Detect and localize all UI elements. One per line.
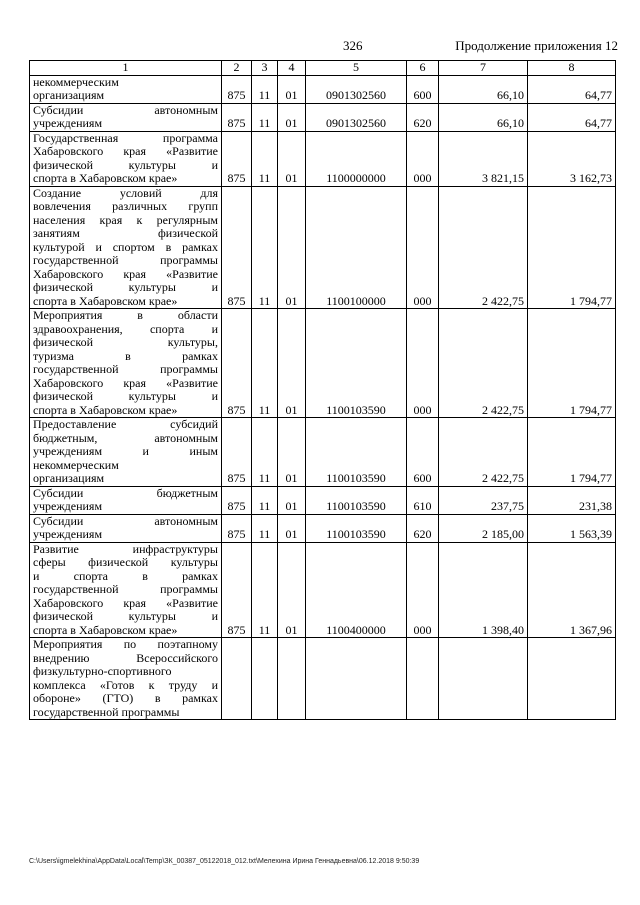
expense-type-cell: 600 <box>407 75 439 103</box>
row-name-line: Хабаровского края «Развитие <box>33 595 218 610</box>
row-name-line: организациям <box>33 471 105 485</box>
row-name-cell <box>30 514 222 542</box>
department-code-cell: 875 <box>222 103 252 131</box>
row-name-line: Развитие инфраструктуры <box>33 541 218 556</box>
planned-amount-cell: 66,10 <box>439 75 528 103</box>
subsection-code-cell: 01 <box>278 131 306 186</box>
column-header: 6 <box>407 61 439 76</box>
department-code-cell <box>222 638 252 720</box>
subsection-code-cell: 01 <box>278 103 306 131</box>
row-name-line: физической культуры и <box>33 389 218 403</box>
planned-amount-cell: 66,10 <box>439 103 528 131</box>
column-header: 7 <box>439 61 528 76</box>
table-header-row <box>30 61 616 76</box>
planned-amount-cell: 2 422,75 <box>439 309 528 418</box>
department-code-cell: 875 <box>222 486 252 514</box>
target-article-cell: 0901302560 <box>306 75 407 103</box>
table-row <box>30 486 616 514</box>
row-name-cell <box>30 486 222 514</box>
row-name-line: бюджетным, автономным <box>33 430 218 445</box>
target-article-cell: 1100103590 <box>306 486 407 514</box>
planned-amount-cell: 2 185,00 <box>439 514 528 542</box>
table-row <box>30 309 616 418</box>
row-name-line: Субсидии автономным <box>33 513 218 528</box>
table-row <box>30 542 616 638</box>
row-name-line: учреждениям и иным <box>33 444 218 458</box>
row-name-line: вовлечения различных групп <box>33 199 218 213</box>
expense-type-cell <box>407 638 439 720</box>
executed-amount-cell <box>528 638 616 720</box>
row-name-line: спорта в Хабаровском крае» <box>33 402 178 417</box>
expense-type-cell: 610 <box>407 486 439 514</box>
expense-type-cell: 620 <box>407 103 439 131</box>
row-name-line: физической культуры и <box>33 157 218 172</box>
row-name-line: некоммерческим <box>33 457 119 472</box>
planned-amount-cell: 3 821,15 <box>439 131 528 186</box>
row-name-line: спорта в Хабаровском крае» <box>33 293 178 308</box>
subsection-code-cell: 01 <box>278 542 306 638</box>
executed-amount-cell: 64,77 <box>528 75 616 103</box>
row-name-line: физической культуры и <box>33 280 218 294</box>
column-header: 5 <box>306 61 407 76</box>
row-name-line: учреждениям <box>33 527 103 541</box>
subsection-code-cell: 01 <box>278 186 306 309</box>
table-row <box>30 418 616 487</box>
row-name-line: учреждениям <box>33 116 103 130</box>
row-name-line: физической культуры и <box>33 609 218 623</box>
executed-amount-cell: 1 794,77 <box>528 186 616 309</box>
executed-amount-cell: 1 794,77 <box>528 309 616 418</box>
executed-amount-cell: 1 794,77 <box>528 418 616 487</box>
department-code-cell: 875 <box>222 75 252 103</box>
executed-amount-cell: 64,77 <box>528 103 616 131</box>
target-article-cell: 1100400000 <box>306 542 407 638</box>
expense-type-cell: 620 <box>407 514 439 542</box>
row-name-line: спорта в Хабаровском крае» <box>33 171 178 185</box>
table-row <box>30 131 616 186</box>
row-name-line: спорта в Хабаровском крае» <box>33 622 178 637</box>
executed-amount-cell: 1 367,96 <box>528 542 616 638</box>
row-name-line: Создание условий для <box>33 185 218 200</box>
row-name-line: Государственная программа <box>33 130 218 145</box>
section-code-cell: 11 <box>252 186 278 309</box>
target-article-cell: 0901302560 <box>306 103 407 131</box>
subsection-code-cell: 01 <box>278 486 306 514</box>
row-name-line: государственной программы <box>33 582 218 596</box>
section-code-cell: 11 <box>252 418 278 487</box>
section-code-cell: 11 <box>252 309 278 418</box>
row-name-line: Субсидии бюджетным <box>33 485 218 500</box>
row-name-line: государственной программы <box>33 253 218 267</box>
row-name-line: физической культуры, <box>33 335 218 349</box>
section-code-cell: 11 <box>252 103 278 131</box>
executed-amount-cell: 231,38 <box>528 486 616 514</box>
target-article-cell: 1100103590 <box>306 309 407 418</box>
planned-amount-cell: 1 398,40 <box>439 542 528 638</box>
section-code-cell: 11 <box>252 542 278 638</box>
subsection-code-cell: 01 <box>278 514 306 542</box>
table-row <box>30 514 616 542</box>
planned-amount-cell: 2 422,75 <box>439 186 528 309</box>
column-header: 4 <box>278 61 306 76</box>
row-name-line: и спорта в рамках <box>33 568 218 583</box>
section-code-cell: 11 <box>252 486 278 514</box>
planned-amount-cell: 237,75 <box>439 486 528 514</box>
column-header: 8 <box>528 61 616 76</box>
expense-type-cell: 000 <box>407 186 439 309</box>
row-name-cell <box>30 309 222 418</box>
row-name-cell <box>30 418 222 487</box>
table-row <box>30 186 616 309</box>
department-code-cell: 875 <box>222 542 252 638</box>
row-name-line: здравоохранения, спорта и <box>33 321 218 336</box>
row-name-line: сферы физической культуры <box>33 555 218 569</box>
row-name-line: Хабаровского края «Развитие <box>33 266 218 281</box>
subsection-code-cell: 01 <box>278 75 306 103</box>
row-name-line: внедрению Всероссийского <box>33 650 218 665</box>
executed-amount-cell: 3 162,73 <box>528 131 616 186</box>
row-name-line: организациям <box>33 88 105 102</box>
subsection-code-cell <box>278 638 306 720</box>
budget-table <box>29 60 616 720</box>
row-name-line: Предоставление субсидий <box>33 417 218 431</box>
row-name-cell <box>30 131 222 186</box>
row-name-line: физкультурно-спортивного <box>33 664 172 678</box>
target-article-cell: 1100100000 <box>306 186 407 309</box>
target-article-cell: 1100000000 <box>306 131 407 186</box>
table-row <box>30 103 616 131</box>
department-code-cell: 875 <box>222 514 252 542</box>
row-name-line: Мероприятия в области <box>33 308 218 322</box>
row-name-line: Хабаровского края «Развитие <box>33 144 218 158</box>
row-name-line: государственной программы <box>33 704 180 719</box>
table-row <box>30 638 616 720</box>
row-name-cell <box>30 542 222 638</box>
section-code-cell <box>252 638 278 720</box>
target-article-cell: 1100103590 <box>306 514 407 542</box>
row-name-line: некоммерческим <box>33 74 119 89</box>
row-name-line: культурой и спортом в рамках <box>33 239 218 254</box>
row-name-line: занятиям физической <box>33 226 218 240</box>
row-name-cell <box>30 638 222 720</box>
row-name-line: туризма в рамках <box>33 348 218 363</box>
page-number: 326 <box>343 38 363 53</box>
target-article-cell: 1100103590 <box>306 418 407 487</box>
department-code-cell: 875 <box>222 418 252 487</box>
column-header: 3 <box>252 61 278 76</box>
row-name-line: Мероприятия по поэтапному <box>33 637 218 651</box>
expense-type-cell: 600 <box>407 418 439 487</box>
row-name-line: государственной программы <box>33 362 218 376</box>
file-path-footer: C:\Users\igmelekhina\AppData\Local\Temp\ЗК_00387_05122018_012.txt\Мелехина Ирина Геннадьевна\06.12.2018 9:50:39 <box>29 858 420 865</box>
section-code-cell: 11 <box>252 131 278 186</box>
department-code-cell: 875 <box>222 309 252 418</box>
target-article-cell <box>306 638 407 720</box>
row-name-line: населения края к регулярным <box>33 212 218 227</box>
section-code-cell: 11 <box>252 514 278 542</box>
row-name-line: учреждениям <box>33 499 103 513</box>
row-name-cell <box>30 186 222 309</box>
subsection-code-cell: 01 <box>278 418 306 487</box>
row-name-cell <box>30 75 222 103</box>
table-row <box>30 75 616 103</box>
department-code-cell: 875 <box>222 186 252 309</box>
row-name-line: Субсидии автономным <box>33 102 218 117</box>
subsection-code-cell: 01 <box>278 309 306 418</box>
planned-amount-cell <box>439 638 528 720</box>
expense-type-cell: 000 <box>407 131 439 186</box>
expense-type-cell: 000 <box>407 309 439 418</box>
row-name-line: Хабаровского края «Развитие <box>33 375 218 390</box>
appendix-label: Продолжение приложения 12 <box>455 38 618 53</box>
row-name-line: комплекса «Готов к труду и <box>33 677 218 692</box>
column-header: 1 <box>30 61 222 76</box>
planned-amount-cell: 2 422,75 <box>439 418 528 487</box>
expense-type-cell: 000 <box>407 542 439 638</box>
executed-amount-cell: 1 563,39 <box>528 514 616 542</box>
department-code-cell: 875 <box>222 131 252 186</box>
section-code-cell: 11 <box>252 75 278 103</box>
row-name-line: обороне» (ГТО) в рамках <box>33 691 218 705</box>
row-name-cell <box>30 103 222 131</box>
column-header: 2 <box>222 61 252 76</box>
